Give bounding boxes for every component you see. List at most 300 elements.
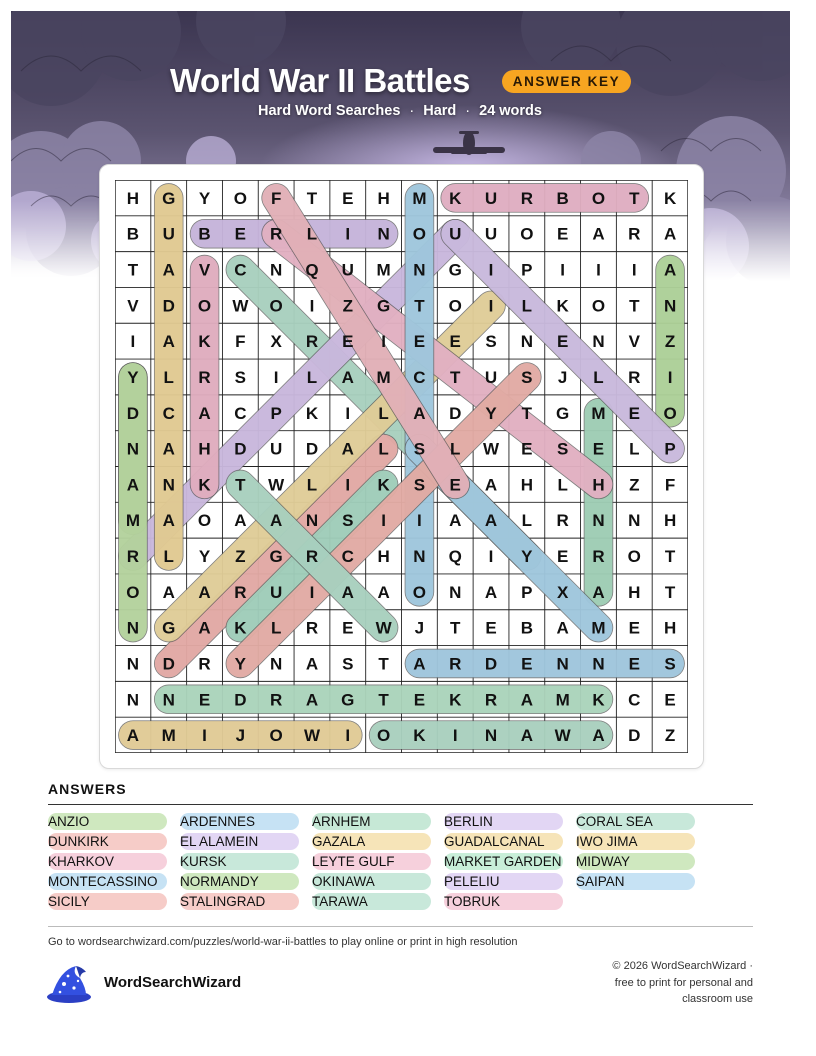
- grid-letter: H: [663, 511, 677, 531]
- grid-letter: T: [664, 547, 676, 567]
- grid-letter: R: [270, 224, 283, 244]
- grid-letter: J: [414, 618, 425, 638]
- grid-letter: A: [162, 439, 175, 459]
- grid-letter: G: [448, 260, 462, 280]
- answer-item: DUNKIRK: [48, 833, 167, 850]
- grid-letter: D: [126, 403, 140, 423]
- grid-letter: A: [413, 654, 426, 674]
- grid-letter: A: [126, 475, 140, 495]
- grid-letter: M: [555, 690, 570, 710]
- grid-letter: K: [556, 296, 569, 316]
- grid-letter: N: [126, 690, 140, 710]
- grid-letter: S: [342, 511, 354, 531]
- grid-canvas: [115, 180, 688, 753]
- grid-letter: N: [449, 582, 462, 602]
- grid-letter: U: [484, 224, 498, 244]
- subtitle-separator: ·: [465, 103, 471, 119]
- grid-letter: X: [270, 332, 282, 352]
- grid-letter: R: [449, 654, 462, 674]
- grid-letter: D: [628, 726, 641, 746]
- grid-letter: L: [270, 618, 282, 638]
- answer-item: OKINAWA: [312, 873, 431, 890]
- grid-letter: N: [126, 654, 140, 674]
- answer-item: IWO JIMA: [576, 833, 695, 850]
- subtitle-category: Hard Word Searches: [258, 103, 401, 119]
- grid-letter: F: [270, 188, 282, 208]
- grid-letter: I: [667, 367, 673, 387]
- grid-letter: N: [126, 618, 140, 638]
- grid-letter: H: [628, 582, 641, 602]
- grid-letter: Q: [448, 547, 462, 567]
- grid-letter: X: [556, 582, 569, 602]
- grid-letter: A: [520, 726, 533, 746]
- grid-letter: A: [520, 690, 533, 710]
- grid-letter: I: [488, 547, 494, 567]
- answer-item: TARAWA: [312, 893, 431, 910]
- grid-letter: L: [557, 475, 568, 495]
- grid-letter: A: [484, 475, 498, 495]
- footer-url-text: Go to wordsearchwizard.com/puzzles/world-war-ii-battles to play online or print in high resolution: [48, 936, 518, 948]
- grid-letter: O: [412, 224, 427, 244]
- grid-letter: A: [592, 726, 605, 746]
- answer-key-badge: ANSWER KEY: [502, 70, 631, 93]
- grid-letter: L: [521, 296, 533, 316]
- grid-letter: M: [591, 618, 606, 638]
- grid-letter: N: [628, 511, 641, 531]
- grid-letter: N: [162, 475, 175, 495]
- grid-letter: N: [592, 332, 605, 352]
- grid-letter: W: [375, 618, 392, 638]
- grid-letter: C: [162, 403, 175, 423]
- grid-letter: Y: [521, 547, 533, 567]
- grid-letter: L: [306, 475, 318, 495]
- answer-item: KHARKOV: [48, 853, 167, 870]
- grid-letter: A: [162, 582, 175, 602]
- grid-letter: K: [592, 690, 605, 710]
- answer-item: EL ALAMEIN: [180, 833, 299, 850]
- grid-letter: O: [269, 726, 283, 746]
- grid-letter: T: [127, 260, 139, 280]
- grid-letter: L: [450, 439, 461, 459]
- grid-letter: K: [198, 475, 211, 495]
- grid-letter: R: [628, 367, 641, 387]
- grid-letter: V: [198, 260, 211, 280]
- grid-letter: Z: [664, 332, 676, 352]
- answer-item: LEYTE GULF: [312, 853, 431, 870]
- grid-letter: O: [376, 726, 391, 746]
- copyright-notice: [553, 958, 753, 1008]
- grid-letter: I: [273, 367, 279, 387]
- grid-letter: I: [452, 726, 458, 746]
- grid-letter: E: [413, 690, 426, 710]
- grid-letter: I: [345, 224, 351, 244]
- grid-letter: D: [162, 296, 175, 316]
- grid-letter: U: [484, 188, 498, 208]
- answer-item: MIDWAY: [576, 853, 695, 870]
- grid-letter: O: [448, 296, 462, 316]
- grid-letter: O: [627, 547, 641, 567]
- grid-letter: G: [269, 547, 283, 567]
- grid-letter: E: [234, 224, 247, 244]
- grid-letter: E: [449, 475, 461, 495]
- grid-letter: R: [198, 367, 211, 387]
- grid-letter: I: [309, 582, 315, 602]
- answer-item: ARDENNES: [180, 813, 299, 830]
- grid-letter: A: [305, 690, 319, 710]
- grid-letter: Y: [234, 654, 247, 674]
- grid-letter: S: [234, 367, 247, 387]
- grid-letter: E: [449, 332, 461, 352]
- grid-letter: C: [341, 547, 354, 567]
- grid-letter: I: [381, 332, 386, 352]
- grid-letter: E: [485, 618, 497, 638]
- grid-letter: C: [234, 403, 247, 423]
- answer-item: MARKET GARDEN: [444, 854, 562, 869]
- grid-letter: K: [449, 188, 462, 208]
- grid-letter: Y: [198, 547, 211, 567]
- grid-letter: O: [233, 188, 247, 208]
- grid-letter: D: [484, 654, 498, 674]
- grid-letter: F: [235, 332, 246, 352]
- grid-letter: T: [629, 296, 640, 316]
- grid-letter: O: [269, 296, 283, 316]
- grid-letter: O: [197, 296, 212, 316]
- grid-letter: R: [628, 224, 641, 244]
- divider: [48, 926, 753, 927]
- grid-letter: O: [412, 582, 427, 602]
- answers-heading: ANSWERS: [48, 781, 127, 797]
- grid-letter: R: [484, 690, 498, 710]
- grid-letter: C: [628, 690, 641, 710]
- grid-letter: S: [556, 439, 569, 459]
- grid-letter: A: [449, 511, 462, 531]
- grid-letter: A: [663, 260, 677, 280]
- grid-letter: H: [592, 475, 605, 495]
- grid-letter: N: [556, 654, 569, 674]
- grid-letter: W: [554, 726, 571, 746]
- grid-letter: I: [417, 511, 422, 531]
- grid-letter: T: [629, 188, 640, 208]
- grid-letter: Z: [342, 296, 353, 316]
- grid-letter: W: [303, 726, 320, 746]
- grid-letter: I: [631, 260, 637, 280]
- grid-letter: I: [202, 726, 207, 746]
- grid-letter: S: [413, 439, 426, 459]
- copyright-line: classroom use: [682, 993, 753, 1005]
- grid-letter: U: [270, 439, 283, 459]
- grid-letter: N: [270, 260, 283, 280]
- grid-letter: R: [305, 618, 319, 638]
- grid-letter: M: [591, 403, 606, 423]
- answer-item: CORAL SEA: [576, 813, 695, 830]
- grid-letter: K: [413, 726, 426, 746]
- grid-letter: A: [377, 582, 390, 602]
- grid-letter: N: [162, 690, 175, 710]
- grid-letter: N: [592, 511, 605, 531]
- grid-letter: P: [521, 582, 533, 602]
- answer-item: NORMANDY: [180, 873, 299, 890]
- grid-letter: Z: [629, 475, 640, 495]
- grid-letter: O: [663, 403, 677, 423]
- grid-letter: O: [591, 188, 606, 208]
- answer-item: MONTECASSINO: [48, 873, 167, 890]
- grid-letter: J: [557, 367, 568, 387]
- grid-letter: E: [342, 332, 354, 352]
- grid-letter: R: [198, 654, 211, 674]
- grid-letter: R: [270, 690, 283, 710]
- grid-letter: T: [306, 188, 318, 208]
- grid-letter: V: [628, 332, 640, 352]
- grid-letter: O: [591, 296, 606, 316]
- grid-letter: O: [197, 511, 212, 531]
- grid-letter: T: [664, 582, 676, 602]
- grid-letter: A: [341, 367, 354, 387]
- grid-letter: E: [556, 547, 569, 567]
- grid-letter: B: [556, 188, 569, 208]
- grid-letter: E: [556, 332, 569, 352]
- grid-letter: U: [484, 367, 498, 387]
- grid-letter: B: [520, 618, 533, 638]
- grid-letter: U: [341, 260, 354, 280]
- grid-letter: U: [162, 224, 175, 244]
- grid-letter: L: [378, 439, 389, 459]
- grid-letter: A: [198, 403, 211, 423]
- grid-letter: N: [663, 296, 677, 316]
- grid-letter: U: [270, 582, 283, 602]
- answer-item: KURSK: [180, 853, 299, 870]
- answer-item: GUADALCANAL: [444, 833, 563, 850]
- grid-letter: I: [488, 296, 494, 316]
- grid-letter: A: [234, 511, 247, 531]
- grid-letter: L: [521, 511, 533, 531]
- grid-letter: G: [162, 618, 176, 638]
- grid-letter: N: [377, 224, 390, 244]
- grid-letter: N: [484, 726, 498, 746]
- grid-letter: N: [126, 439, 140, 459]
- grid-letter: E: [413, 332, 426, 352]
- grid-letter: S: [342, 654, 354, 674]
- grid-letter: R: [126, 547, 140, 567]
- grid-letter: A: [592, 224, 605, 244]
- grid-letter: E: [521, 439, 533, 459]
- grid-letter: J: [235, 726, 246, 746]
- grid-letter: Z: [235, 547, 246, 567]
- grid-letter: M: [412, 188, 427, 208]
- grid-letter: T: [378, 654, 389, 674]
- grid-letter: T: [450, 367, 461, 387]
- grid-letter: A: [162, 260, 175, 280]
- answer-item: ARNHEM: [312, 813, 431, 830]
- grid-letter: A: [341, 439, 354, 459]
- grid-letter: K: [663, 188, 677, 208]
- grid-letter: A: [663, 224, 677, 244]
- wizard-hat-icon: [46, 964, 92, 1009]
- grid-letter: E: [342, 188, 354, 208]
- copyright-line: © 2026 WordSearchWizard ·: [612, 960, 753, 972]
- grid-letter: H: [198, 439, 211, 459]
- grid-letter: U: [449, 224, 462, 244]
- grid-letter: A: [162, 511, 175, 531]
- grid-letter: Y: [127, 367, 139, 387]
- grid-letter: T: [521, 403, 533, 423]
- word-search-grid: [115, 180, 688, 753]
- grid-letter: C: [413, 367, 426, 387]
- grid-letter: M: [161, 726, 176, 746]
- grid-letter: T: [450, 618, 461, 638]
- grid-letter: V: [127, 296, 139, 316]
- grid-letter: E: [198, 690, 211, 710]
- grid-letter: D: [234, 439, 247, 459]
- grid-letter: S: [521, 367, 533, 387]
- grid-letter: K: [377, 475, 390, 495]
- grid-letter: R: [592, 547, 605, 567]
- grid-letter: C: [234, 260, 247, 280]
- grid-letter: A: [484, 511, 498, 531]
- grid-letter: G: [341, 690, 355, 710]
- grid-letter: A: [270, 511, 283, 531]
- subtitle-difficulty: Hard: [423, 103, 457, 119]
- grid-letter: W: [483, 439, 500, 459]
- grid-letter: A: [341, 582, 354, 602]
- grid-letter: N: [413, 260, 426, 280]
- grid-letter: R: [234, 582, 247, 602]
- answer-item: SICILY: [48, 893, 167, 910]
- subtitle-separator: ·: [409, 103, 415, 119]
- grid-letter: Y: [485, 403, 497, 423]
- grid-letter: L: [629, 439, 640, 459]
- grid-letter: H: [520, 475, 533, 495]
- grid-letter: R: [556, 511, 569, 531]
- grid-letter: E: [592, 439, 605, 459]
- grid-letter: A: [162, 332, 175, 352]
- grid-letter: I: [345, 403, 351, 423]
- grid-letter: A: [413, 403, 426, 423]
- grid-letter: M: [125, 511, 140, 531]
- grid-letter: O: [520, 224, 534, 244]
- grid-letter: A: [484, 582, 498, 602]
- answer-item: PELELIU: [444, 873, 563, 890]
- grid-letter: T: [235, 475, 246, 495]
- grid-letter: P: [521, 260, 533, 280]
- grid-letter: P: [270, 403, 282, 423]
- grid-letter: A: [198, 618, 211, 638]
- grid-letter: D: [234, 690, 247, 710]
- grid-letter: W: [268, 475, 285, 495]
- answer-item: STALINGRAD: [180, 893, 299, 910]
- grid-letter: H: [377, 547, 390, 567]
- grid-letter: N: [270, 654, 283, 674]
- grid-letter: L: [306, 367, 318, 387]
- grid-letter: F: [664, 475, 676, 495]
- grid-letter: E: [628, 403, 640, 423]
- grid-letter: S: [413, 475, 426, 495]
- grid-letter: I: [345, 726, 351, 746]
- grid-letter: N: [520, 332, 533, 352]
- grid-letter: G: [162, 188, 176, 208]
- grid-letter: S: [664, 654, 676, 674]
- grid-letter: L: [163, 547, 174, 567]
- grid-letter: L: [306, 224, 318, 244]
- grid-letter: I: [488, 260, 494, 280]
- grid-letter: A: [556, 618, 569, 638]
- grid-letter: S: [485, 332, 497, 352]
- grid-letter: M: [376, 260, 391, 280]
- page-title: World War II Battles: [170, 62, 470, 99]
- grid-letter: D: [162, 654, 175, 674]
- grid-letter: I: [381, 511, 386, 531]
- grid-letter: I: [345, 475, 351, 495]
- grid-letter: L: [378, 403, 389, 423]
- grid-letter: E: [342, 618, 354, 638]
- grid-letter: E: [664, 690, 676, 710]
- answer-item: TOBRUK: [444, 893, 563, 910]
- grid-letter: K: [234, 618, 247, 638]
- grid-letter: T: [378, 690, 389, 710]
- grid-letter: R: [305, 547, 319, 567]
- divider: [48, 804, 753, 805]
- grid-letter: B: [126, 224, 140, 244]
- grid-letter: G: [376, 296, 391, 316]
- grid-letter: O: [126, 582, 140, 602]
- grid-letter: A: [198, 582, 211, 602]
- grid-letter: L: [593, 367, 604, 387]
- answer-item: BERLIN: [444, 813, 563, 830]
- grid-letter: D: [305, 439, 319, 459]
- grid-letter: R: [520, 188, 533, 208]
- grid-letter: A: [305, 654, 319, 674]
- grid-letter: H: [126, 188, 140, 208]
- grid-letter: P: [664, 439, 676, 459]
- brand-name: WordSearchWizard: [104, 974, 242, 991]
- grid-letter: Y: [198, 188, 211, 208]
- copyright-line: free to print for personal and: [614, 976, 753, 989]
- grid-letter: Q: [305, 260, 319, 280]
- grid-letter: I: [130, 332, 136, 352]
- subtitle-word-count: 24 words: [479, 103, 542, 119]
- grid-letter: E: [628, 618, 640, 638]
- grid-letter: K: [449, 690, 462, 710]
- grid-letter: I: [560, 260, 566, 280]
- grid-letter: G: [556, 403, 570, 423]
- grid-letter: T: [414, 296, 425, 316]
- grid-letter: R: [305, 332, 319, 352]
- grid-letter: N: [592, 654, 605, 674]
- grid-letter: B: [198, 224, 211, 244]
- answer-item: GAZALA: [312, 833, 431, 850]
- grid-letter: D: [449, 403, 462, 423]
- answer-item: ANZIO: [48, 813, 167, 830]
- grid-letter: K: [198, 332, 211, 352]
- grid-letter: N: [413, 547, 426, 567]
- grid-letter: I: [309, 296, 315, 316]
- grid-letter: E: [521, 654, 533, 674]
- answer-item: SAIPAN: [576, 873, 695, 890]
- grid-letter: L: [163, 367, 174, 387]
- grid-letter: A: [126, 726, 140, 746]
- grid-letter: H: [663, 618, 677, 638]
- grid-letter: N: [305, 511, 319, 531]
- grid-letter: Z: [664, 726, 676, 746]
- grid-letter: E: [556, 224, 569, 244]
- grid-letter: E: [628, 654, 640, 674]
- grid-letter: W: [232, 296, 249, 316]
- grid-letter: H: [377, 188, 390, 208]
- subtitle: [0, 103, 800, 119]
- grid-letter: A: [592, 582, 605, 602]
- grid-letter: M: [376, 367, 391, 387]
- grid-letter: I: [596, 260, 601, 280]
- grid-letter: K: [305, 403, 319, 423]
